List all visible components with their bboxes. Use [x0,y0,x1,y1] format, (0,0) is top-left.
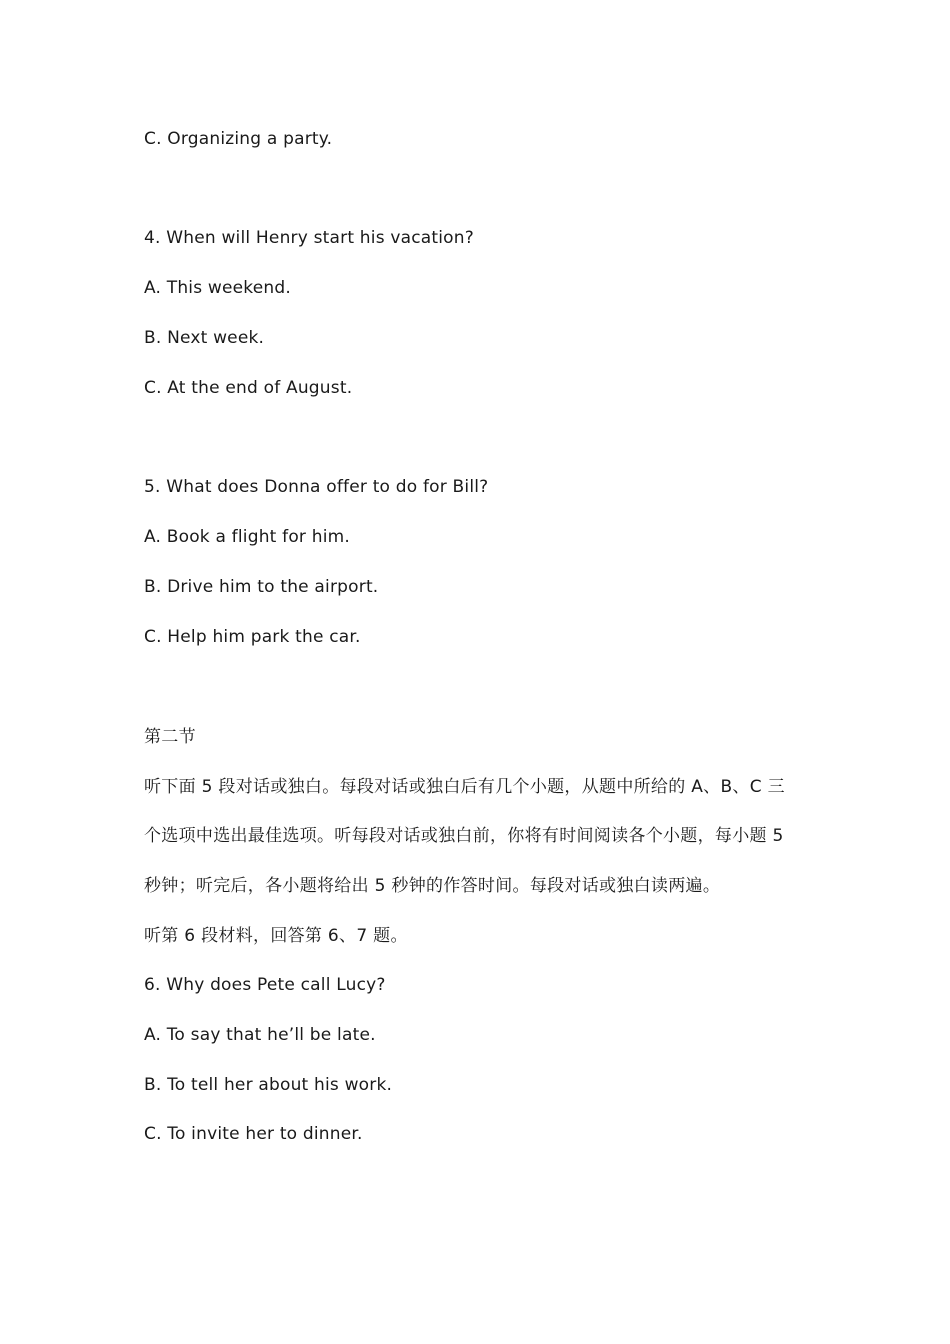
q4-question: 4. When will Henry start his vacation? [144,228,474,248]
q5-option-b: B. Drive him to the airport. [144,577,379,597]
q3-option-c: C. Organizing a party. [144,129,333,149]
q5-option-c: C. Help him park the car. [144,627,361,647]
q6-option-b: B. To tell her about his work. [144,1075,393,1095]
section-instructions-line-2: 个选项中选出最佳选项。听每段对话或独白前，你将有时间阅读各个小题，每小题 5 [144,826,784,846]
q4-option-b: B. Next week. [144,328,265,348]
section-instructions-line-3: 秒钟；听完后，各小题将给出 5 秒钟的作答时间。每段对话或独白读两遍。 [144,876,721,896]
q6-option-c: C. To invite her to dinner. [144,1124,363,1144]
q4-option-a: A. This weekend. [144,278,291,298]
section-heading: 第二节 [144,727,196,747]
q5-option-a: A. Book a flight for him. [144,527,350,547]
q5-question: 5. What does Donna offer to do for Bill? [144,477,489,497]
material-prompt: 听第 6 段材料，回答第 6、7 题。 [144,926,408,946]
q6-question: 6. Why does Pete call Lucy? [144,975,386,995]
section-instructions-line-1: 听下面 5 段对话或独白。每段对话或独白后有几个小题，从题中所给的 A、B、C 三 [144,777,785,797]
q4-option-c: C. At the end of August. [144,378,353,398]
q6-option-a: A. To say that he’ll be late. [144,1025,376,1045]
